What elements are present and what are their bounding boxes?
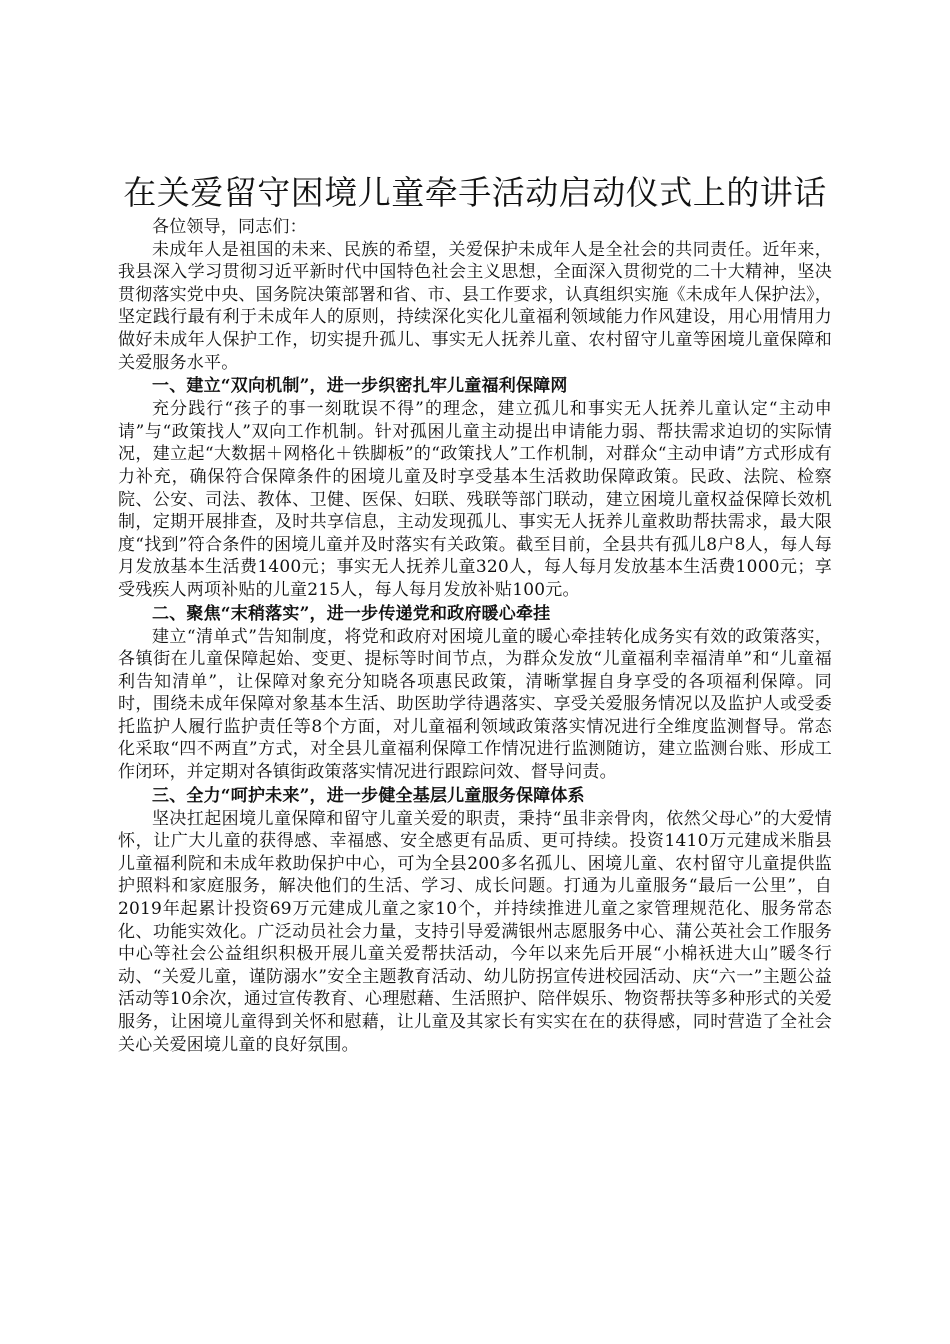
intro-paragraph: 未成年人是祖国的未来、民族的希望，关爱保护未成年人是全社会的共同责任。近年来，我县深入学习贯彻习近平新时代中国特色社会主义思想，全面深入贯彻党的二十大精神，坚决贯彻落实党中央、国务院决策部署和省、市、县工作要求，认真组织实施《未成年人保护法》，坚定践行最有利于未成年人的原则，持续深化实化儿童福利领域能力作风建设，用心用情用力做好未成年人保护工作，切实提升孤儿、事实无人抚养儿童、农村留守儿童等困境儿童保障和关爱服务水平。 <box>118 239 832 373</box>
section-1-body: 充分践行“孩子的事一刻耽误不得”的理念，建立孤儿和事实无人抚养儿童认定“主动申请”与“政策找人”双向工作机制。针对孤困儿童主动提出申请能力弱、帮扶需求迫切的实际情况，建立起“大数据＋网格化＋铁脚板”的“政策找人”工作机制，对群众“主动申请”方式形成有力补充，确保符合保障条件的困境儿童及时享受基本生活救助保障政策。民政、法院、检察院、公安、司法、教体、卫健、医保、妇联、残联等部门联动，建立困境儿童权益保障长效机制，定期开展排查，及时共享信息，主动发现孤儿、事实无人抚养儿童救助帮扶需求，最大限度“找到”符合条件的困境儿童并及时落实有关政策。截至目前，全县共有孤儿8户8人，每人每月发放基本生活费1400元；事实无人抚养儿童320人，每人每月发放基本生活费1000元；享受残疾人两项补贴的儿童215人，每人每月发放补贴100元。 <box>118 399 832 600</box>
section-3-body: 坚决扛起困境儿童保障和留守儿童关爱的职责，秉持“虽非亲骨肉，依然父母心”的大爱情怀，让广大儿童的获得感、幸福感、安全感更有品质、更可持续。投资1410万元建成米脂县儿童福利院和未成年救助保护中心，可为全县200多名孤儿、困境儿童、农村留守儿童提供监护照料和家庭服务，解决他们的生活、学习、成长问题。打通为儿童服务“最后一公里”，自2019年起累计投资69万元建成儿童之家10个，并持续推进儿童之家管理规范化、服务常态化、功能实效化。广泛动员社会力量，支持引导爱满银州志愿服务中心、蒲公英社会工作服务中心等社会公益组织积极开展儿童关爱帮扶活动，今年以来先后开展“小棉袄进大山”暖冬行动、“关爱儿童，谨防溺水”安全主题教育活动、幼儿防拐宣传进校园活动、庆“六一”主题公益活动等10余次，通过宣传教育、心理慰藉、生活照护、陪伴娱乐、物资帮扶等多种形式的关爱服务，让困境儿童得到关怀和慰藉，让儿童及其家长有实实在在的获得感，同时营造了全社会关心关爱困境儿童的良好氛围。 <box>118 808 832 1055</box>
page-title: 在关爱留守困境儿童牵手活动启动仪式上的讲话 <box>123 173 827 212</box>
section-3-heading: 三、全力“呵护未来”，进一步健全基层儿童服务保障体系 <box>152 785 585 806</box>
section-2-body: 建立“清单式”告知制度，将党和政府对困境儿童的暖心牵挂转化成务实有效的政策落实，各镇街在儿童保障起始、变更、提标等时间节点，为群众发放“儿童福利幸福清单”和“儿童福利告知清单”，让保障对象充分知晓各项惠民政策，清晰掌握自身享受的各项福利保障。同时，围绕未成年保障对象基本生活、助医助学待遇落实、享受关爱服务情况以及监护人或受委托监护人履行监护责任等8个方面，对儿童福利领域政策落实情况进行全维度监测督导。常态化采取“四不两直”方式，对全县儿童福利保障工作情况进行监测随访，建立监测台账、形成工作闭环，并定期对各镇街政策落实情况进行跟踪问效、督导问责。 <box>118 626 832 783</box>
document-body <box>118 172 832 1056</box>
salutation: 各位领导，同志们： <box>152 217 307 237</box>
section-2-heading: 二、聚焦“末稍落实”，进一步传递党和政府暖心牵挂 <box>152 603 551 624</box>
section-1-heading: 一、建立“双向机制”，进一步织密扎牢儿童福利保障网 <box>152 376 568 397</box>
